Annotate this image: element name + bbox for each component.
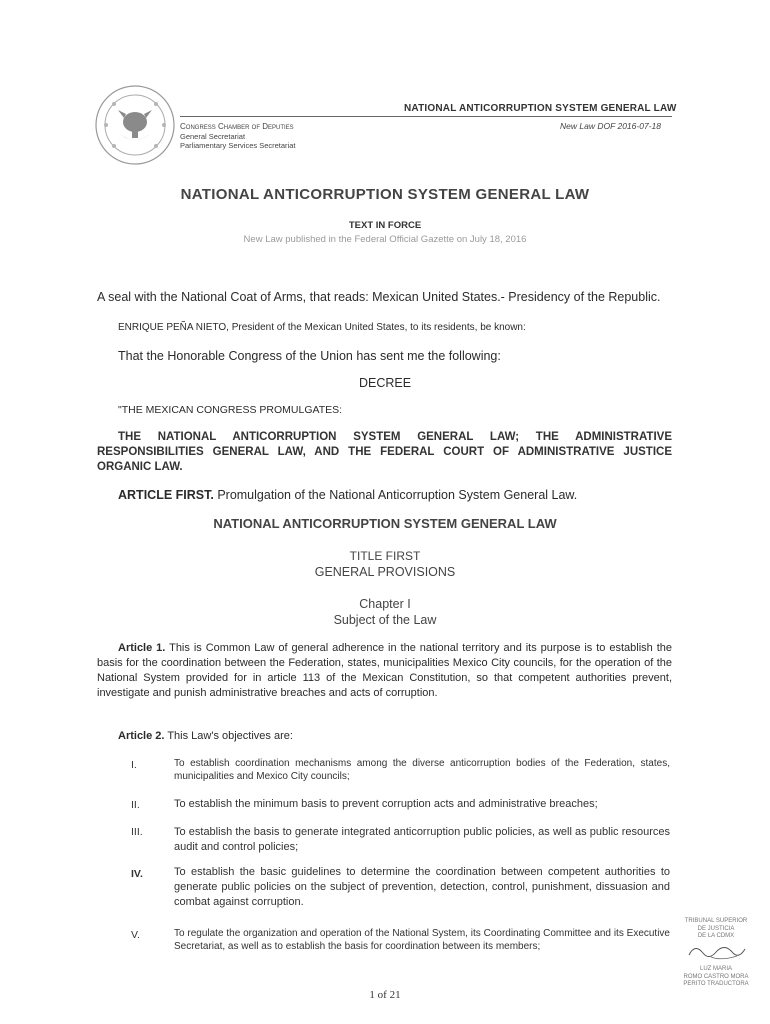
article-2: [118, 730, 293, 742]
stamp-line: LUZ MARIA: [699, 966, 732, 972]
signature-icon: [681, 941, 751, 963]
publication-note: New Law published in the Federal Official Gazette on July 18, 2016: [243, 234, 527, 245]
objective-num: I.: [131, 759, 137, 771]
law-title: NATIONAL ANTICORRUPTION SYSTEM GENERAL LAW: [213, 516, 557, 531]
header-services: Parliamentary Services Secretariat: [180, 141, 296, 150]
header-institution: [180, 122, 295, 151]
congress-paragraph: That the Honorable Congress of the Union has sent me the following:: [118, 349, 501, 363]
objective-num: IV.: [131, 868, 143, 880]
header-dof-date: New Law DOF 2016-07-18: [560, 121, 661, 131]
chapter-subject: Subject of the Law: [333, 613, 437, 627]
objective-text: To establish the basis to generate integrated anticorruption public policies, as well as public resources audit and control policies;: [174, 826, 670, 853]
objective-num: V.: [131, 929, 140, 941]
objective-text: To establish the basic guidelines to determine the coordination between competent authorities to generate public policies on the subject of prevention, detection, control, punishment, dissuasion and combat against corruption.: [174, 866, 670, 908]
article-2-text: This Law's objectives are:: [164, 730, 293, 742]
seal-paragraph: A seal with the National Coat of Arms, that reads: Mexican United States.- Presidency of the Republic.: [97, 290, 661, 304]
stamp-line: PERITO TRADUCTORA: [683, 981, 749, 987]
decree-heading: DECREE: [358, 376, 412, 390]
article-2-label: Article 2.: [118, 730, 165, 742]
header-rule: [180, 116, 672, 117]
objective-num: III.: [131, 826, 143, 838]
article-1-label: Article 1.: [118, 642, 166, 654]
laws-heading: THE NATIONAL ANTICORRUPTION SYSTEM GENERAL LAW; THE ADMINISTRATIVE RESPONSIBILITIES GENERAL LAW, AND THE FEDERAL COURT OF ADMINISTRATIVE JUSTICE ORGANIC LAW.: [97, 431, 672, 473]
general-provisions: GENERAL PROVISIONS: [314, 565, 456, 579]
article-1: [97, 641, 672, 701]
objective-text: To establish the minimum basis to prevent corruption acts and administrative breaches;: [174, 798, 598, 810]
article-first-text: Promulgation of the National Anticorruption System General Law.: [213, 488, 578, 502]
objective-text: To establish coordination mechanisms among the diverse anticorruption bodies of the Federation, states, municipalities and Mexico City councils;: [174, 758, 670, 782]
chapter-heading: Chapter I: [359, 597, 411, 611]
stamp-line: DE JUSTICIA: [697, 925, 735, 932]
article-first-label: ARTICLE FIRST.: [118, 488, 214, 502]
header-chamber: Congress Chamber of Deputies: [180, 122, 294, 131]
page-number: 1 of 21: [369, 989, 401, 1001]
promulgates-line: "THE MEXICAN CONGRESS PROMULGATES:: [118, 404, 343, 416]
stamp-line: DE LA CDMX: [697, 933, 735, 939]
header-title: NATIONAL ANTICORRUPTION SYSTEM GENERAL LAW: [404, 103, 677, 114]
stamp-line: ROMO CASTRO MORA: [683, 973, 749, 980]
article-first: [118, 488, 577, 502]
document-title: NATIONAL ANTICORRUPTION SYSTEM GENERAL LAW: [180, 186, 590, 203]
title-first: TITLE FIRST: [349, 549, 421, 563]
translator-stamp: [676, 918, 756, 989]
president-paragraph: ENRIQUE PEÑA NIETO, President of the Mexican United States, to its residents, be known:: [118, 322, 526, 333]
header-secretariat: General Secretariat: [180, 131, 246, 141]
objective-text: To regulate the organization and operation of the National System, its Coordinating Committee and its Executive Secretariat, as well as to establish the basis for coordination between its members;: [174, 928, 670, 952]
objective-num: II.: [131, 799, 140, 811]
coat-of-arms-seal-icon: [94, 84, 176, 166]
stamp-line: TRIBUNAL SUPERIOR: [684, 918, 748, 924]
text-in-force: TEXT IN FORCE: [348, 220, 422, 231]
article-1-text: This is Common Law of general adherence in the national territory and its purpose is to establish the basis for the coordination between the Federation, states, municipalities Mexico City councils, for the operation of the National System provided for in article 113 of the Mexican Constitution, so that competent authorities prevent, investigate and punish administrative breaches and acts of corruption.: [97, 642, 673, 699]
